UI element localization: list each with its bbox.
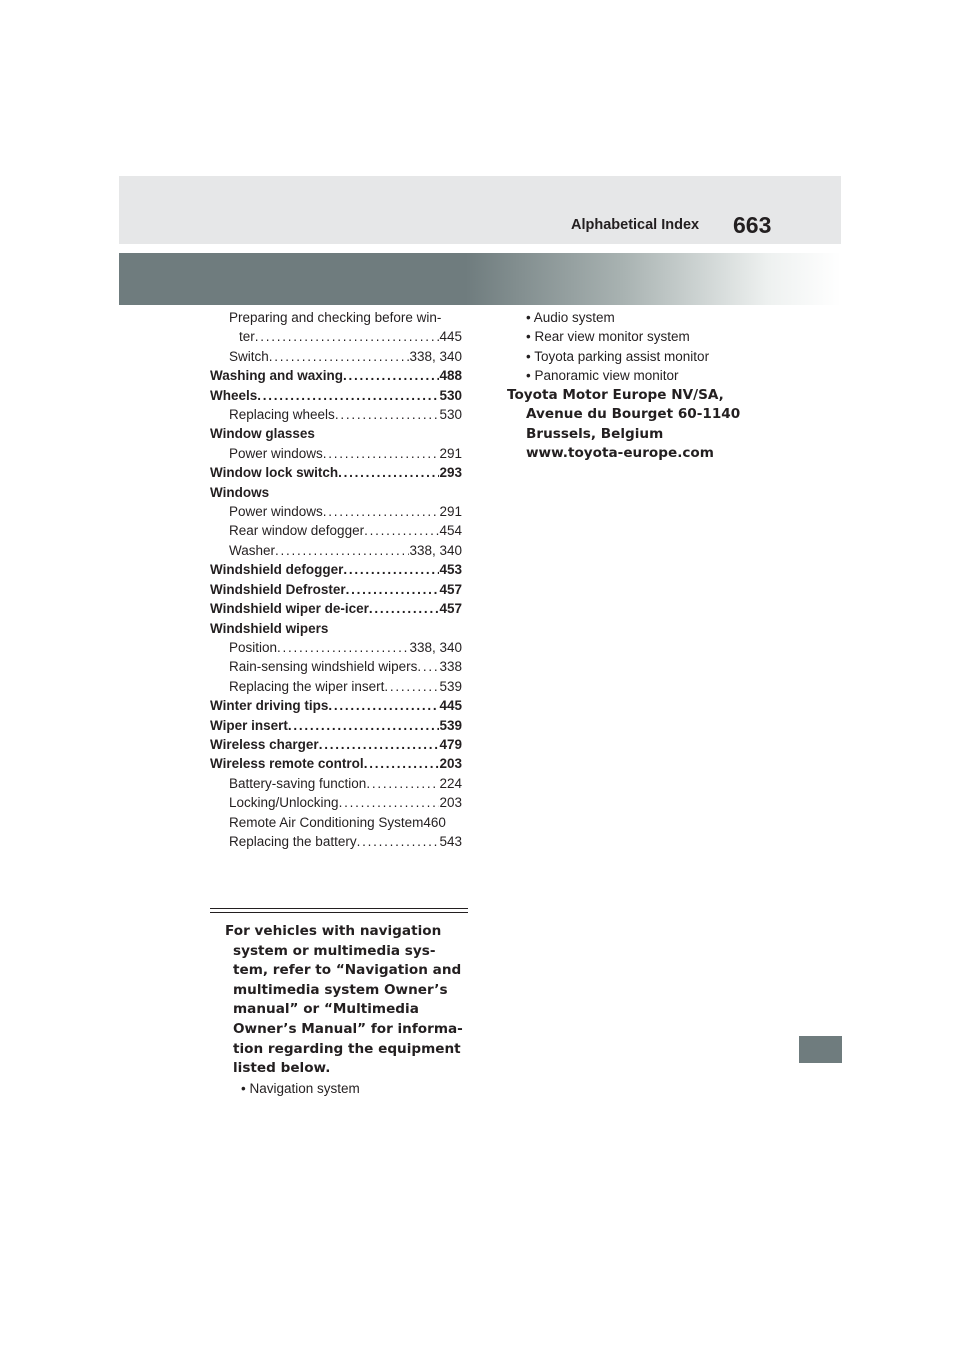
bullet-item: • Toyota parking assist monitor <box>526 348 710 364</box>
index-term: Wheels <box>210 387 258 403</box>
dot-leader <box>384 677 439 696</box>
index-subentry <box>210 832 462 851</box>
index-term: Locking/Unlocking <box>229 795 339 811</box>
index-term: Wireless remote control <box>210 756 364 772</box>
index-entry <box>210 735 462 754</box>
index-term: Rear window defogger <box>229 523 365 539</box>
index-subentry <box>210 774 462 793</box>
dot-leader <box>346 580 440 599</box>
dot-leader <box>357 832 440 851</box>
note-text: For vehicles with navigation system or multimedia sys-tem, refer to “Navigation and multimedia system Owner’s manual” or “Multimedia Owner’s Manual” for informa-tion regarding the equipment listed below. <box>225 923 463 1077</box>
index-page-ref: 457 <box>439 601 462 617</box>
index-term: Windshield defogger <box>210 562 344 578</box>
index-page-ref: 539 <box>439 717 462 733</box>
index-page-ref: 543 <box>439 833 462 849</box>
navigation-note <box>225 922 469 1098</box>
index-entry <box>210 463 462 482</box>
dot-leader <box>288 716 440 735</box>
index-term: Power windows <box>229 504 323 520</box>
dot-leader <box>364 754 440 773</box>
index-page-ref: 338, 340 <box>409 639 462 655</box>
index-entry <box>210 599 462 618</box>
index-subentry <box>210 347 462 366</box>
index-heading: Windshield wipers <box>210 620 329 636</box>
index-entry <box>210 716 462 735</box>
index-term: Window lock switch <box>210 465 339 481</box>
index-term: Rain-sensing windshield wipers <box>229 659 418 675</box>
index-page-ref: 338, 340 <box>409 542 462 558</box>
dot-leader <box>343 560 439 579</box>
index-term: Windshield Defroster <box>210 581 346 597</box>
index-term: Position <box>229 639 278 655</box>
publisher-address <box>507 386 807 464</box>
index-page-ref: 457 <box>439 581 462 597</box>
index-column-left <box>210 308 462 851</box>
thumb-tab-marker <box>799 1036 842 1063</box>
index-page-ref: 539 <box>439 678 462 694</box>
index-page-ref: 445 <box>439 329 462 345</box>
index-entry <box>210 580 462 599</box>
index-subentry <box>210 521 462 540</box>
index-page-ref: 338 <box>439 659 462 675</box>
index-page-ref: 224 <box>439 775 462 791</box>
dot-leader <box>343 366 439 385</box>
index-subentry <box>210 327 462 346</box>
index-page-ref: 203 <box>439 795 462 811</box>
index-page-ref: 479 <box>439 736 462 752</box>
index-subentry: Remote Air Conditioning System460 <box>229 814 446 830</box>
index-term: Replacing wheels <box>229 407 335 423</box>
index-subentry <box>210 793 462 812</box>
address-line: Toyota Motor Europe NV/SA, <box>507 386 724 403</box>
dot-leader <box>366 774 439 793</box>
index-subentry <box>210 638 462 657</box>
index-page-ref: 488 <box>439 368 462 384</box>
dot-leader <box>323 502 440 521</box>
dot-leader <box>275 541 409 560</box>
index-page-ref: 453 <box>439 562 462 578</box>
address-line: Brussels, Belgium <box>526 425 664 442</box>
index-term: Switch <box>229 348 269 364</box>
dot-leader <box>277 638 409 657</box>
index-term: Replacing the battery <box>229 833 357 849</box>
page-number: 663 <box>733 212 772 238</box>
index-term: Replacing the wiper insert <box>229 678 385 694</box>
index-subentry <box>210 444 462 463</box>
index-page-ref: 454 <box>439 523 462 539</box>
dot-leader <box>417 657 439 676</box>
address-line: Avenue du Bourget 60-1140 <box>526 406 741 423</box>
dot-leader <box>335 405 440 424</box>
dot-leader <box>338 463 439 482</box>
index-entry <box>210 366 462 385</box>
index-column-right <box>507 308 807 464</box>
dot-leader <box>328 696 439 715</box>
index-entry <box>210 560 462 579</box>
bullet-item: • Panoramic view monitor <box>526 368 679 384</box>
index-subentry <box>210 541 462 560</box>
dot-leader <box>319 735 440 754</box>
index-term: Battery-saving function <box>229 775 367 791</box>
index-heading: Windows <box>210 484 270 500</box>
dot-leader <box>269 347 410 366</box>
index-subentry: Preparing and checking before win- <box>229 310 442 325</box>
index-term: Windshield wiper de-icer <box>210 601 369 617</box>
index-term: Power windows <box>229 445 323 461</box>
dot-leader <box>364 521 439 540</box>
index-page-ref: 291 <box>439 504 462 520</box>
index-page-ref: 445 <box>439 698 462 714</box>
index-heading: Window glasses <box>210 426 315 442</box>
index-term: Wiper insert <box>210 717 288 733</box>
index-subentry <box>210 502 462 521</box>
note-bullet-navigation: • Navigation system <box>241 1080 360 1096</box>
index-entry <box>210 754 462 773</box>
index-subentry <box>210 405 462 424</box>
index-page-ref: 203 <box>439 756 462 772</box>
index-page-ref: 293 <box>439 465 462 481</box>
dot-leader <box>255 327 440 346</box>
dot-leader <box>369 599 440 618</box>
index-entry <box>210 386 462 405</box>
index-page-ref: 530 <box>439 387 462 403</box>
dot-leader <box>257 386 439 405</box>
double-rule-divider <box>210 908 468 913</box>
index-subentry <box>210 677 462 696</box>
index-entry <box>210 696 462 715</box>
gradient-banner <box>119 253 841 305</box>
index-term: ter <box>239 329 255 345</box>
bullet-item: • Audio system <box>526 310 615 325</box>
index-term: Winter driving tips <box>210 698 329 714</box>
website-url: www.toyota-europe.com <box>526 445 714 462</box>
dot-leader <box>339 793 440 812</box>
index-term: Washing and waxing <box>210 368 344 384</box>
index-term: Wireless charger <box>210 736 319 752</box>
dot-leader <box>323 444 440 463</box>
index-subentry <box>210 657 462 676</box>
index-page-ref: 291 <box>439 445 462 461</box>
index-term: Washer <box>229 542 276 558</box>
bullet-item: • Rear view monitor system <box>526 329 690 345</box>
index-page-ref: 338, 340 <box>409 348 462 364</box>
index-page-ref: 530 <box>439 407 462 423</box>
section-title: Alphabetical Index <box>571 217 700 233</box>
